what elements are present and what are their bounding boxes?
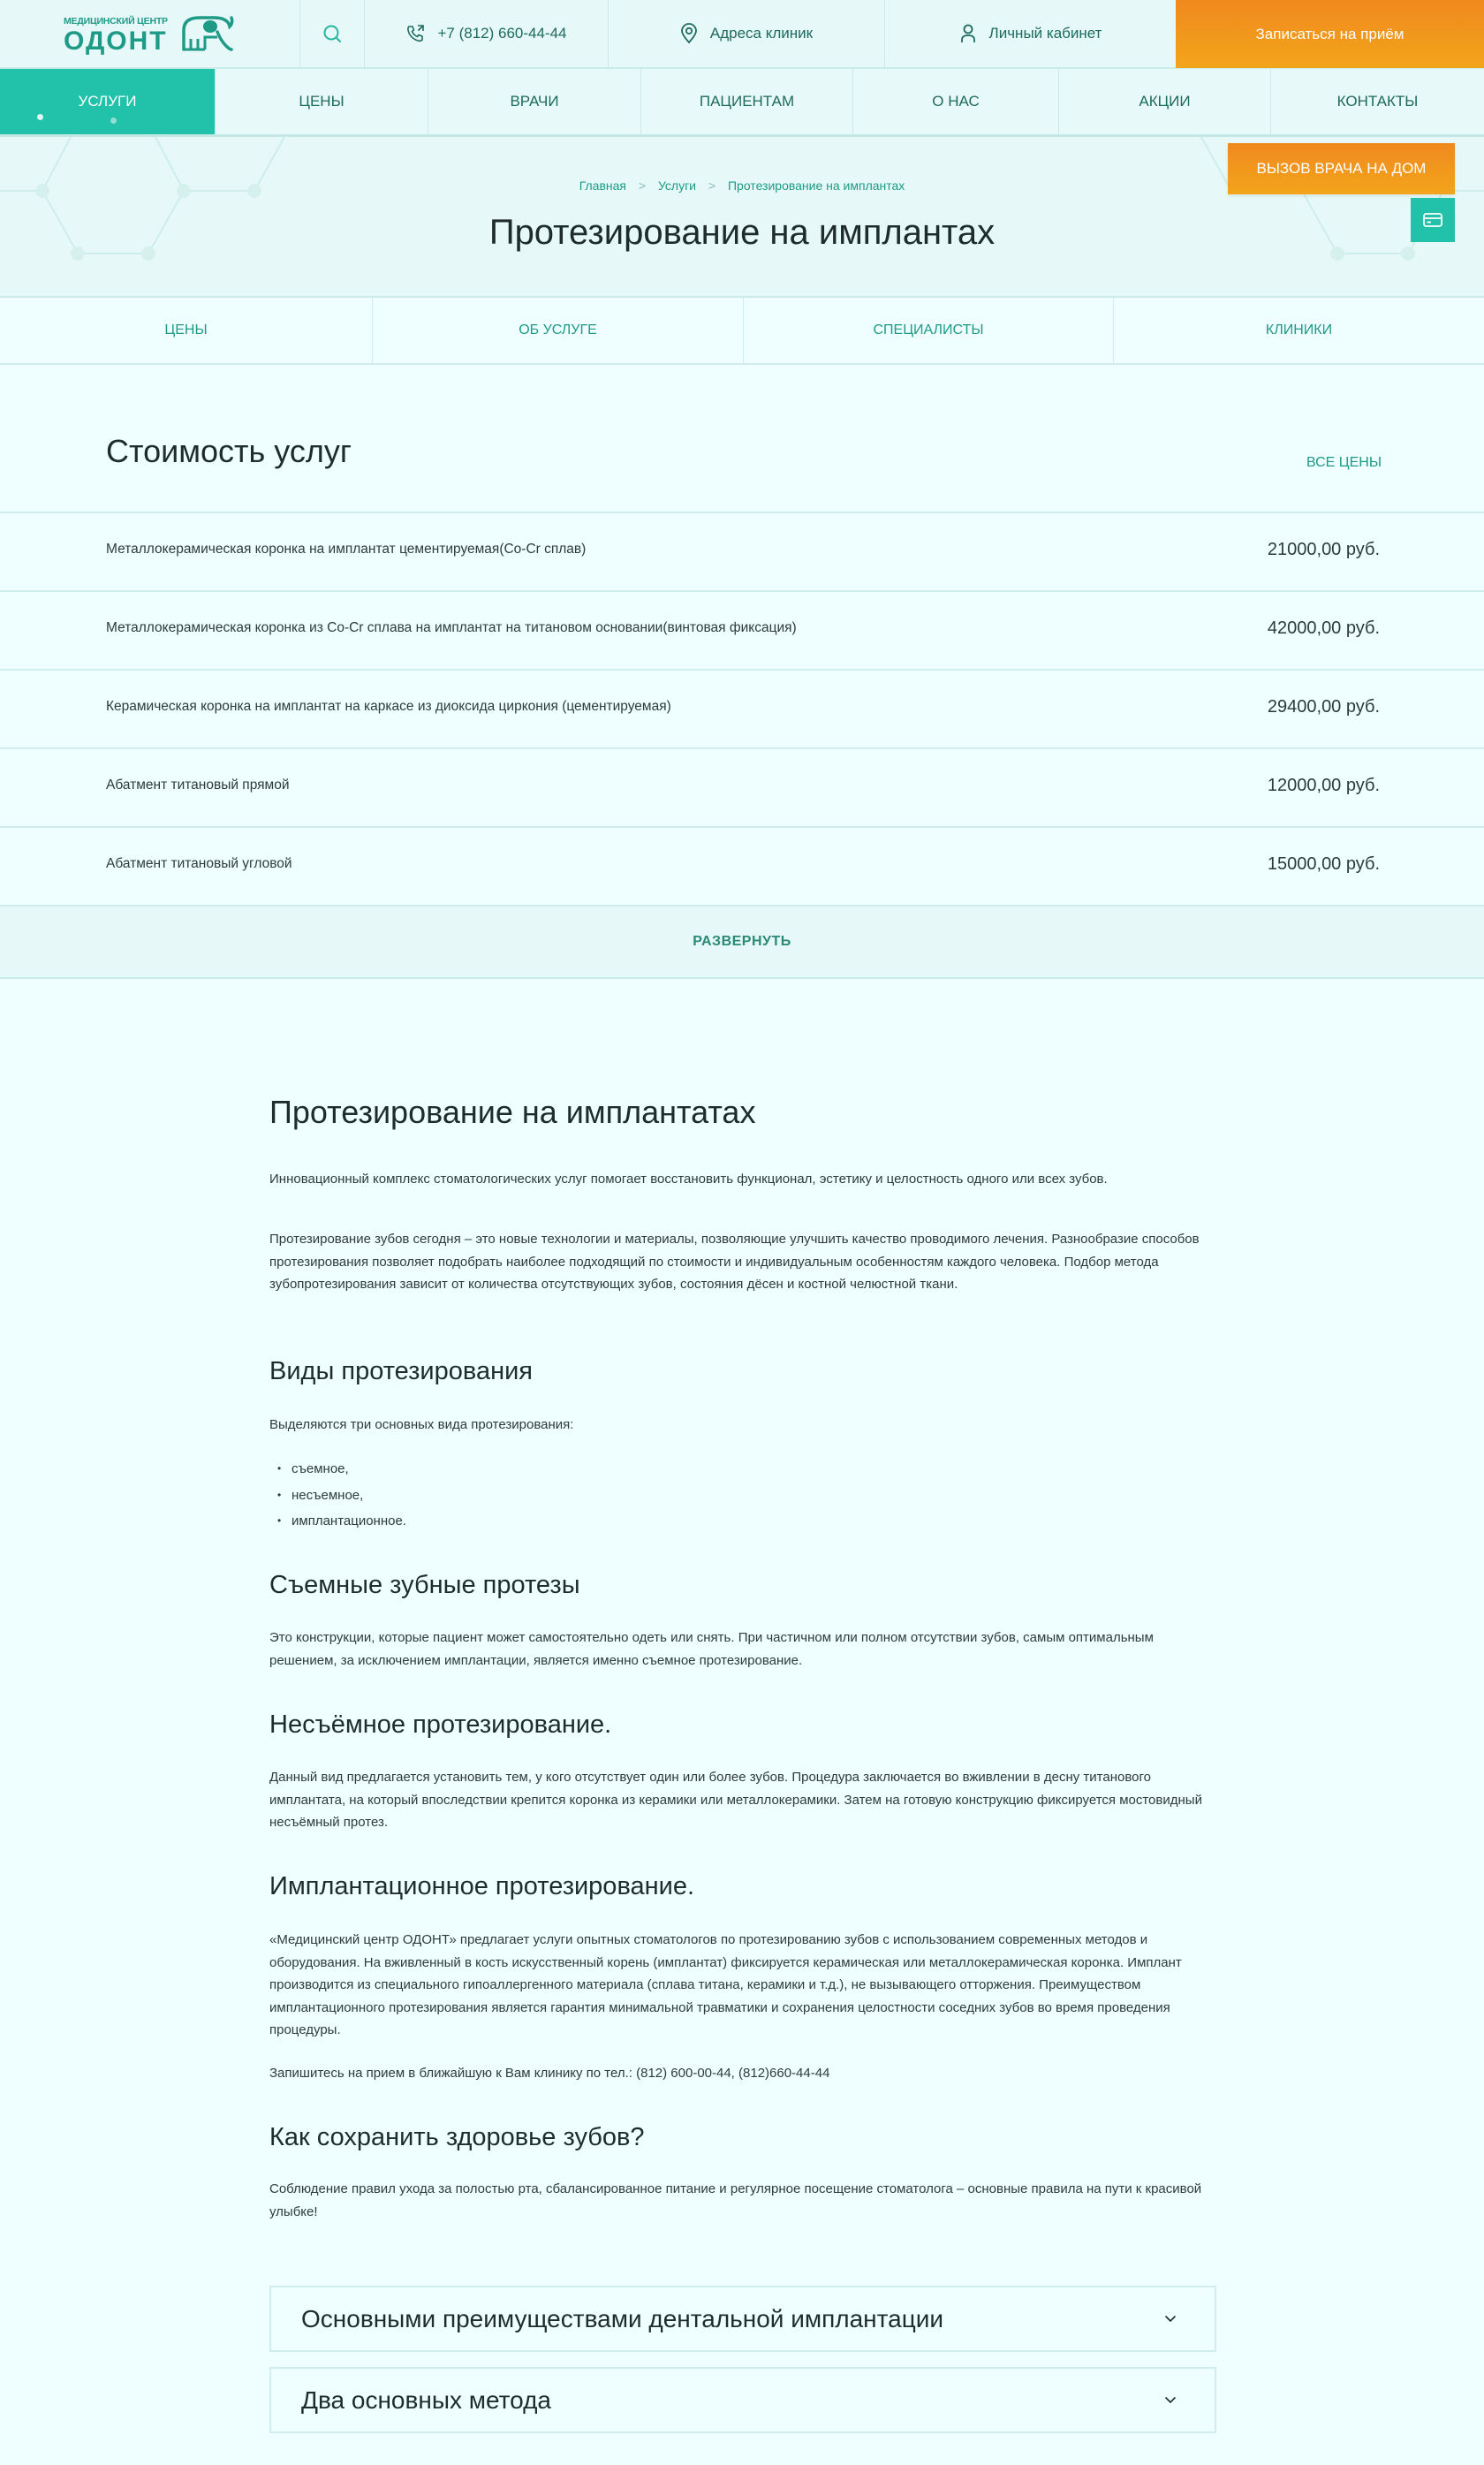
price-row bbox=[0, 671, 1484, 749]
article-paragraph: Данный вид предлагается установить тем, у кого отсутствует один или более зубов. Процедура заключается во вживлении в десну титанового имплантата, на который впоследствии крепится коронка из керамики или металлокерамики. Затем на готовую конструкцию фиксируется мостовидный несъёмный протез. bbox=[269, 1770, 1202, 1830]
nav-item-label: УСЛУГИ bbox=[78, 93, 137, 110]
article-paragraph: Запишитесь на прием в ближайшую к Вам клинику по тел.: (812) 600-00-44, (812)660-44-44 bbox=[269, 2066, 830, 2081]
section-heading: Несъёмное протезирование. bbox=[269, 1710, 612, 1739]
breadcrumb-separator: > bbox=[708, 178, 716, 193]
nav-item-doctors[interactable] bbox=[428, 69, 640, 134]
tab-prices[interactable] bbox=[0, 298, 372, 363]
user-icon bbox=[959, 23, 977, 44]
service-subnav bbox=[0, 298, 1484, 365]
tab-label: КЛИНИКИ bbox=[1265, 322, 1333, 338]
tab-specialists[interactable] bbox=[743, 298, 1113, 363]
breadcrumb-services[interactable]: Услуги bbox=[657, 178, 697, 193]
page-hero bbox=[0, 137, 1484, 298]
article-paragraph: Выделяются три основных вида протезирования: bbox=[269, 1417, 574, 1432]
price-table bbox=[0, 512, 1484, 979]
nav-item-label: О НАС bbox=[932, 93, 980, 110]
phone-link[interactable] bbox=[364, 0, 608, 67]
nav-item-about[interactable] bbox=[852, 69, 1058, 134]
service-price: 12000,00 руб. bbox=[1267, 776, 1380, 795]
logo-subtitle: МЕДИЦИНСКИЙ ЦЕНТР bbox=[64, 16, 168, 27]
accordion-implant-advantages[interactable] bbox=[269, 2286, 1216, 2352]
service-name: Металлокерамическая коронка из Co-Cr сплава на имплантат на титановом основании(винтовая фиксация) bbox=[106, 620, 797, 635]
addresses-link[interactable] bbox=[608, 0, 884, 67]
nav-item-prices[interactable] bbox=[215, 69, 428, 134]
nav-item-patients[interactable] bbox=[640, 69, 852, 134]
article-paragraph: Соблюдение правил ухода за полостью рта, сбалансированное питание и регулярное посещение стоматолога – основные правила на пути к красивой улыбке! bbox=[269, 2181, 1202, 2219]
list-item: • имплантационное. bbox=[269, 1510, 406, 1536]
site-header bbox=[0, 0, 1484, 69]
article-paragraph: «Медицинский центр ОДОНТ» предлагает услуги опытных стоматологов по протезированию зубов с использованием современных методов и оборудования. На вживленный в кость искусственный корень (имплантат) фиксируется керамическая или металлокерамическая коронка. Имплант производится из специального гипоаллергенного материала (сплава титана, керамики и т.д.), не вызывающего отторжения. Преимуществом имплантационного протезирования является гарантия минимальной травматики и сохранения целостности соседних зубов во время проведения процедуры. bbox=[269, 1932, 1182, 2037]
price-row bbox=[0, 592, 1484, 671]
breadcrumb-home[interactable]: Главная bbox=[579, 178, 626, 193]
nav-item-label: ЦЕНЫ bbox=[299, 93, 344, 110]
search-icon bbox=[322, 24, 342, 43]
chevron-down-icon bbox=[1153, 2315, 1188, 2323]
tab-label: ЦЕНЫ bbox=[164, 322, 208, 338]
service-name: Абатмент титановый прямой bbox=[106, 777, 290, 793]
nav-item-label: КОНТАКТЫ bbox=[1336, 93, 1419, 110]
elephant-logo-icon bbox=[178, 14, 235, 53]
section-heading: Как сохранить здоровье зубов? bbox=[269, 2123, 645, 2151]
account-link[interactable] bbox=[884, 0, 1176, 67]
logo-name: ОДОНТ bbox=[64, 27, 168, 56]
price-row bbox=[0, 828, 1484, 906]
credit-card-icon bbox=[1423, 213, 1442, 227]
nav-item-promotions[interactable] bbox=[1058, 69, 1270, 134]
prices-title: Стоимость услуг bbox=[106, 433, 352, 469]
price-row bbox=[0, 513, 1484, 592]
list-item: • съемное, bbox=[269, 1458, 406, 1484]
decorative-dot bbox=[110, 118, 117, 124]
service-price: 29400,00 руб. bbox=[1267, 697, 1380, 717]
accordion-title: Основными преимуществами дентальной имплантации bbox=[301, 2304, 944, 2332]
service-price: 21000,00 руб. bbox=[1267, 540, 1380, 559]
service-price: 15000,00 руб. bbox=[1267, 854, 1380, 874]
home-visit-button[interactable]: ВЫЗОВ ВРАЧА НА ДОМ bbox=[1228, 143, 1455, 194]
nav-item-label: ВРАЧИ bbox=[510, 93, 559, 110]
nav-item-services[interactable] bbox=[0, 69, 215, 134]
types-list bbox=[269, 1458, 406, 1536]
service-price: 42000,00 руб. bbox=[1267, 618, 1380, 638]
service-name: Керамическая коронка на имплантат на каркасе из диоксида циркония (цементируемая) bbox=[106, 699, 671, 714]
service-name: Металлокерамическая коронка на имплантат цементируемая(Co-Cr сплав) bbox=[106, 542, 587, 557]
tab-about-service[interactable] bbox=[372, 298, 743, 363]
appointment-button[interactable]: Записаться на приём bbox=[1176, 0, 1484, 68]
all-prices-link[interactable]: ВСЕ ЦЕНЫ bbox=[1306, 455, 1382, 470]
phone-number: +7 (812) 660-44-44 bbox=[437, 25, 567, 42]
page-title: Протезирование на имплантах bbox=[488, 213, 996, 252]
nav-item-label: ПАЦИЕНТАМ bbox=[699, 93, 795, 110]
addresses-label: Адреса клиник bbox=[709, 25, 814, 42]
section-heading: Съемные зубные протезы bbox=[269, 1571, 580, 1599]
expand-prices-button[interactable]: РАЗВЕРНУТЬ bbox=[0, 906, 1484, 979]
payment-card-button[interactable] bbox=[1411, 198, 1455, 242]
breadcrumb-current: Протезирование на имплантах bbox=[727, 178, 905, 193]
tab-label: СПЕЦИАЛИСТЫ bbox=[873, 322, 984, 338]
breadcrumb-separator: > bbox=[638, 178, 647, 193]
search-button[interactable] bbox=[299, 0, 364, 67]
decorative-dot bbox=[37, 114, 43, 120]
article-title: Протезирование на имплантатах bbox=[269, 1094, 756, 1130]
account-label: Личный кабинет bbox=[988, 25, 1102, 42]
section-heading: Виды протезирования bbox=[269, 1357, 534, 1385]
article-paragraph: Инновационный комплекс стоматологических услуг помогает восстановить функционал, эстетику и целостность одного или всех зубов. bbox=[269, 1172, 1108, 1187]
logo[interactable] bbox=[64, 12, 240, 57]
article-paragraph: Протезирование зубов сегодня – это новые технологии и материалы, позволяющие улучшить качество проводимого лечения. Разнообразие способов протезирования позволяет подобрать наиболее подходящий по стоимости и индивидуальным особенностям каждого человека. Подбор метода зубопротезирования зависит от количества отсутствующих зубов, состояния дёсен и костной челюстной ткани. bbox=[269, 1232, 1200, 1292]
tab-clinics[interactable] bbox=[1113, 298, 1484, 363]
chevron-down-icon bbox=[1153, 2396, 1188, 2404]
nav-item-label: АКЦИИ bbox=[1139, 93, 1191, 110]
nav-item-contacts[interactable] bbox=[1270, 69, 1484, 134]
main-nav bbox=[0, 69, 1484, 137]
service-name: Абатмент титановый угловой bbox=[106, 856, 292, 871]
article-paragraph: Это конструкции, которые пациент может самостоятельно одеть или снять. При частичном или полном отсутствии зубов, самым оптимальным решением, за исключением имплантации, является именно съемное протезирование. bbox=[269, 1630, 1154, 1668]
section-heading: Имплантационное протезирование. bbox=[269, 1872, 695, 1900]
tab-label: ОБ УСЛУГЕ bbox=[519, 322, 597, 338]
price-row bbox=[0, 749, 1484, 828]
accordion-two-methods[interactable] bbox=[269, 2367, 1216, 2433]
phone-icon bbox=[405, 24, 425, 43]
location-pin-icon bbox=[680, 23, 698, 44]
list-item: • несъемное, bbox=[269, 1484, 406, 1511]
accordion-title: Два основных метода bbox=[301, 2385, 551, 2414]
